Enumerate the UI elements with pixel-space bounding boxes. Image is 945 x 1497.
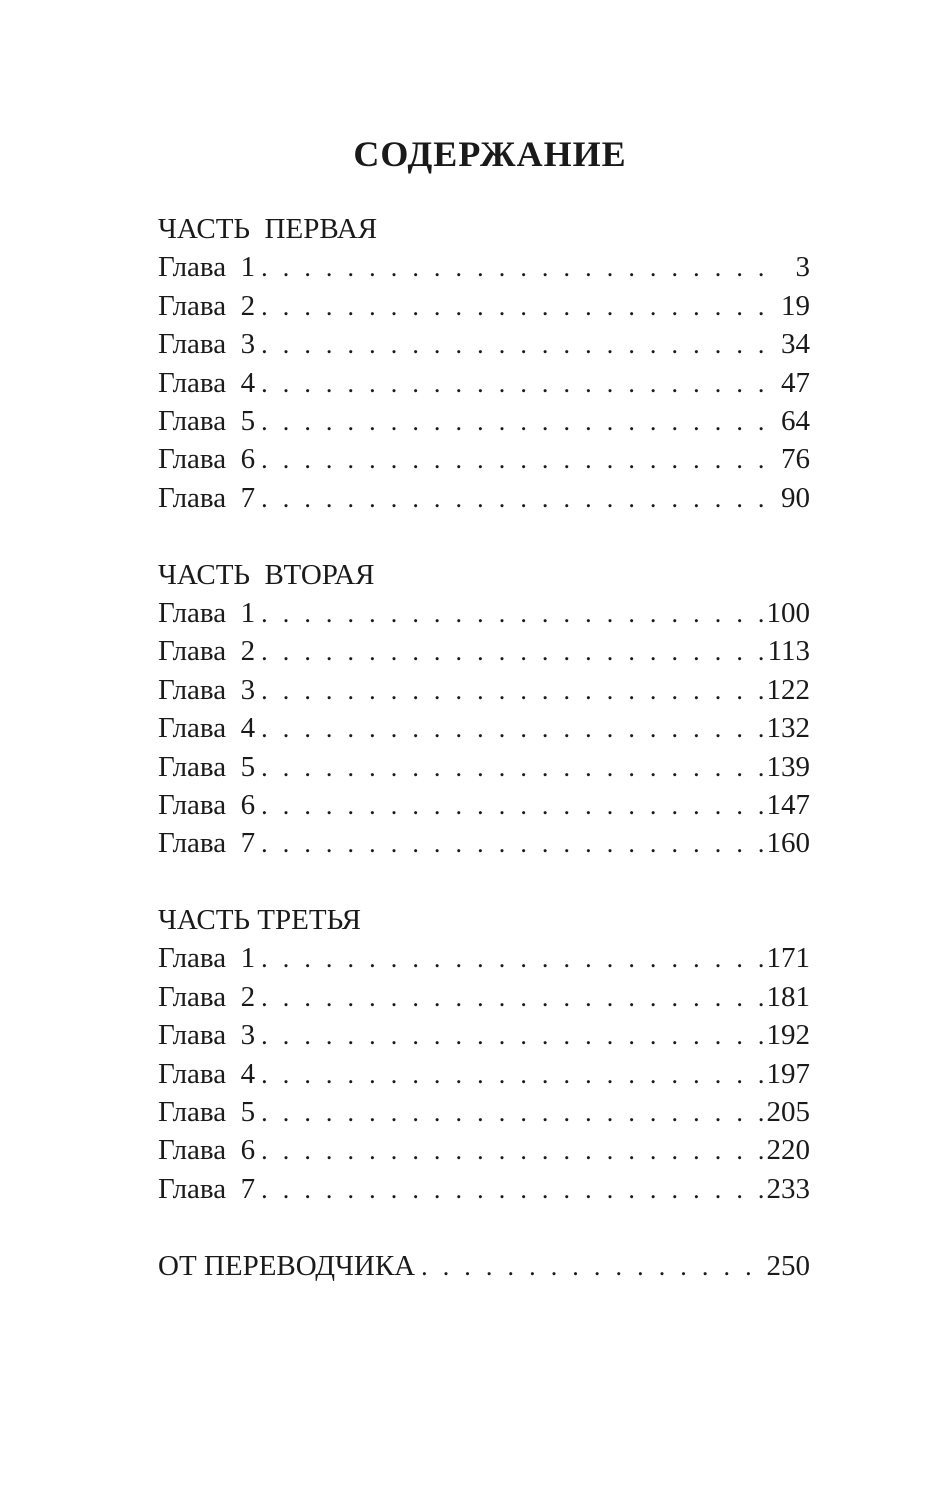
toc-entry — [158, 709, 810, 747]
page-number: 100 — [766, 596, 810, 629]
toc-entry — [158, 978, 810, 1016]
chapter-label: Глава 5 — [158, 750, 256, 783]
dot-leader — [261, 940, 766, 978]
toc-entry — [158, 440, 810, 478]
page-number: 147 — [766, 788, 810, 821]
page-number: 47 — [781, 366, 810, 399]
chapter-label: Глава 2 — [158, 289, 256, 322]
part-section — [158, 210, 810, 517]
toc-entry — [158, 248, 810, 286]
dot-leader — [261, 710, 766, 748]
dot-leader — [261, 595, 766, 633]
toc-entry — [158, 364, 810, 402]
toc-entry — [158, 1131, 810, 1169]
page-number: 132 — [766, 712, 810, 745]
page-number: 192 — [766, 1019, 810, 1052]
chapter-label: Глава 1 — [158, 942, 256, 975]
chapter-label: Глава 3 — [158, 328, 256, 361]
chapter-label: Глава 4 — [158, 366, 256, 399]
toc-entry — [158, 1170, 810, 1208]
dot-leader — [261, 403, 764, 441]
dot-leader — [261, 825, 766, 863]
part-heading: ЧАСТЬ ПЕРВАЯ — [158, 213, 378, 245]
chapter-label: Глава 4 — [158, 1057, 256, 1090]
chapter-label: Глава 5 — [158, 404, 256, 437]
chapter-label: Глава 1 — [158, 251, 256, 284]
chapter-label: Глава 4 — [158, 712, 256, 745]
page-number: 160 — [766, 827, 810, 860]
dot-leader — [261, 326, 764, 364]
dot-leader — [261, 441, 764, 479]
toc-entry — [158, 1055, 810, 1093]
dot-leader — [261, 480, 764, 518]
chapter-label: Глава 6 — [158, 443, 256, 476]
chapter-label: Глава 6 — [158, 1134, 256, 1167]
chapter-label: Глава 7 — [158, 827, 256, 860]
part-section — [158, 901, 810, 1208]
page-number: 19 — [781, 289, 810, 322]
toc-entry — [158, 824, 810, 862]
part-section — [158, 556, 810, 863]
page-number: 181 — [766, 980, 810, 1013]
toc-entry — [158, 594, 810, 632]
page-number: 139 — [766, 750, 810, 783]
chapter-label: Глава 3 — [158, 1019, 256, 1052]
dot-leader — [261, 249, 764, 287]
page-number: 122 — [766, 673, 810, 706]
dot-leader — [261, 749, 766, 787]
toc-entry — [158, 748, 810, 786]
chapter-label: Глава 2 — [158, 635, 256, 668]
page-number: 34 — [781, 328, 810, 361]
dot-leader — [261, 633, 767, 671]
page-number: 171 — [766, 942, 810, 975]
chapter-label: Глава 5 — [158, 1096, 256, 1129]
dot-leader — [261, 672, 766, 710]
toc-entry — [158, 325, 810, 363]
page-number: 233 — [766, 1172, 810, 1205]
toc-entry — [158, 786, 810, 824]
toc-entry — [158, 287, 810, 325]
page-number: 90 — [781, 481, 810, 514]
toc-entry — [158, 479, 810, 517]
dot-leader — [261, 1171, 766, 1209]
dot-leader — [261, 288, 764, 326]
toc-entry — [158, 671, 810, 709]
chapter-label: Глава 7 — [158, 1172, 256, 1205]
dot-leader — [261, 1094, 766, 1132]
chapter-label: Глава 7 — [158, 481, 256, 514]
page-number: 205 — [766, 1096, 810, 1129]
page-number: 197 — [766, 1057, 810, 1090]
page-number: 250 — [766, 1249, 810, 1282]
toc-entry — [158, 1016, 810, 1054]
dot-leader — [261, 979, 766, 1017]
part-heading: ЧАСТЬ ТРЕТЬЯ — [158, 904, 362, 937]
afterword-label: ОТ ПЕРЕВОДЧИКА — [158, 1249, 416, 1282]
page-number: 76 — [781, 443, 810, 476]
dot-leader — [261, 787, 766, 825]
toc-entry — [158, 1093, 810, 1131]
page-number: 64 — [781, 404, 810, 437]
chapter-label: Глава 2 — [158, 980, 256, 1013]
toc-entry — [158, 402, 810, 440]
dot-leader — [421, 1248, 766, 1286]
page-number: 113 — [767, 635, 810, 668]
dot-leader — [261, 1056, 766, 1094]
toc-entry — [158, 939, 810, 977]
table-of-contents — [158, 210, 810, 1285]
dot-leader — [261, 365, 764, 403]
dot-leader — [261, 1017, 766, 1055]
chapter-label: Глава 6 — [158, 788, 256, 821]
afterword-entry — [158, 1247, 810, 1285]
page-title: СОДЕРЖАНИЕ — [353, 134, 627, 174]
toc-entry — [158, 632, 810, 670]
page-number: 220 — [766, 1134, 810, 1167]
part-heading: ЧАСТЬ ВТОРАЯ — [158, 558, 375, 591]
chapter-label: Глава 3 — [158, 673, 256, 706]
chapter-label: Глава 1 — [158, 596, 256, 629]
page-number: 3 — [795, 251, 810, 284]
dot-leader — [261, 1132, 766, 1170]
